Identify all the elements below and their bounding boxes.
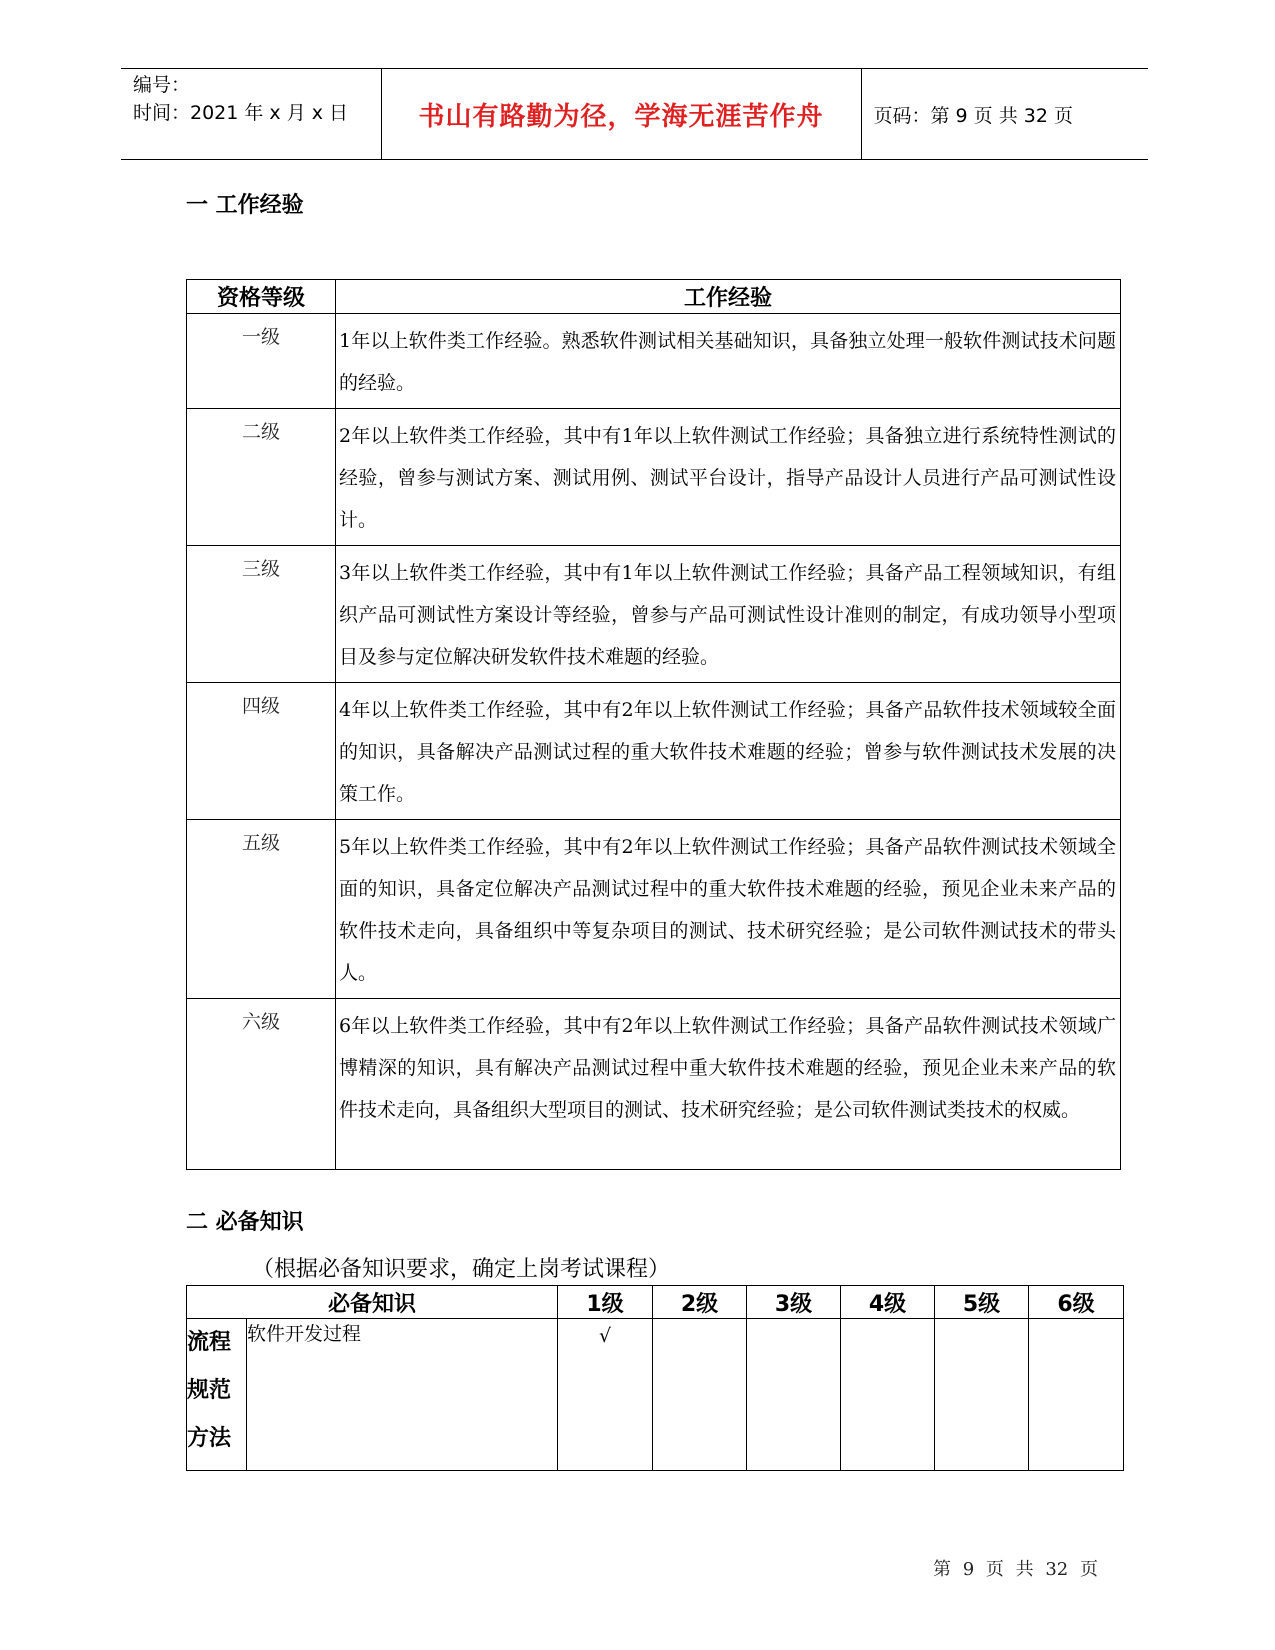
experience-cell: 1年以上软件类工作经验。熟悉软件测试相关基础知识，具备独立处理一般软件测试技术问题的经验。 [336,314,1121,409]
table-row [187,1319,1124,1471]
section-title-required-knowledge: 二 必备知识 [186,1210,304,1235]
table-row [187,546,1121,683]
level-4-mark [841,1319,935,1471]
level-5-mark [935,1319,1029,1471]
required-knowledge-table [186,1285,1124,1471]
table-row [187,820,1121,999]
level-cell: 一级 [187,314,336,409]
page-header [121,68,1148,160]
experience-cell: 5年以上软件类工作经验，其中有2年以上软件测试工作经验；具备产品软件测试技术领域全面的知识，具备定位解决产品测试过程中的重大软件技术难题的经验，预见企业未来产品的软件技术走向，具备组织中等复杂项目的测试、技术研究经验；是公司软件测试技术的带头人。 [336,820,1121,999]
column-header-experience: 工作经验 [336,280,1121,314]
table-row [187,999,1121,1170]
document-time-label: 时间：2021 年 x 月 x 日 [133,102,349,124]
table-row [187,683,1121,820]
experience-cell: 6年以上软件类工作经验，其中有2年以上软件测试工作经验；具备产品软件测试技术领域广博精深的知识，具有解决产品测试过程中重大软件技术难题的经验，预见企业未来产品的软件技术走向，具备组织大型项目的测试、技术研究经验；是公司软件测试类技术的权威。 [336,999,1121,1170]
column-header-level-3: 3级 [747,1286,841,1319]
header-page-info: 页码：第 9 页 共 32 页 [861,69,1148,160]
table-row [187,314,1121,409]
experience-cell: 3年以上软件类工作经验，其中有1年以上软件测试工作经验；具备产品工程领域知识，有组织产品可测试性方案设计等经验，曾参与产品可测试性设计准则的制定，有成功领导小型项目及参与定位解决研发软件技术难题的经验。 [336,546,1121,683]
level-cell: 三级 [187,546,336,683]
section-note: （根据必备知识要求，确定上岗考试课程） [252,1257,671,1282]
column-header-level: 资格等级 [187,280,336,314]
level-2-mark [653,1319,747,1471]
column-header-level-6: 6级 [1029,1286,1124,1319]
level-cell: 二级 [187,409,336,546]
column-header-level-2: 2级 [653,1286,747,1319]
column-header-level-4: 4级 [841,1286,935,1319]
level-3-mark [747,1319,841,1471]
table-header-row [187,1286,1124,1319]
level-cell: 四级 [187,683,336,820]
level-6-mark [1029,1319,1124,1471]
experience-cell: 4年以上软件类工作经验，其中有2年以上软件测试工作经验；具备产品软件技术领域较全面的知识，具备解决产品测试过程的重大软件技术难题的经验；曾参与软件测试技术发展的决策工作。 [336,683,1121,820]
level-cell: 六级 [187,999,336,1170]
knowledge-category: 流程规范方法 [187,1319,247,1471]
header-motto: 书山有路勤为径，学海无涯苦作舟 [381,69,861,160]
work-experience-table [186,279,1121,1170]
column-header-level-1: 1级 [558,1286,653,1319]
page-footer: 第 9 页 共 32 页 [933,1559,1098,1580]
table-row [187,409,1121,546]
column-header-level-5: 5级 [935,1286,1029,1319]
experience-cell: 2年以上软件类工作经验，其中有1年以上软件测试工作经验；具备独立进行系统特性测试的经验，曾参与测试方案、测试用例、测试平台设计，指导产品设计人员进行产品可测试性设计。 [336,409,1121,546]
document-number-label: 编号： [133,74,191,96]
knowledge-item: 软件开发过程 [247,1319,558,1471]
header-meta [121,69,381,160]
section-title-work-experience: 一 工作经验 [186,193,304,218]
column-header-knowledge: 必备知识 [187,1286,558,1319]
table-header-row [187,280,1121,314]
level-cell: 五级 [187,820,336,999]
level-1-mark: √ [558,1319,653,1471]
